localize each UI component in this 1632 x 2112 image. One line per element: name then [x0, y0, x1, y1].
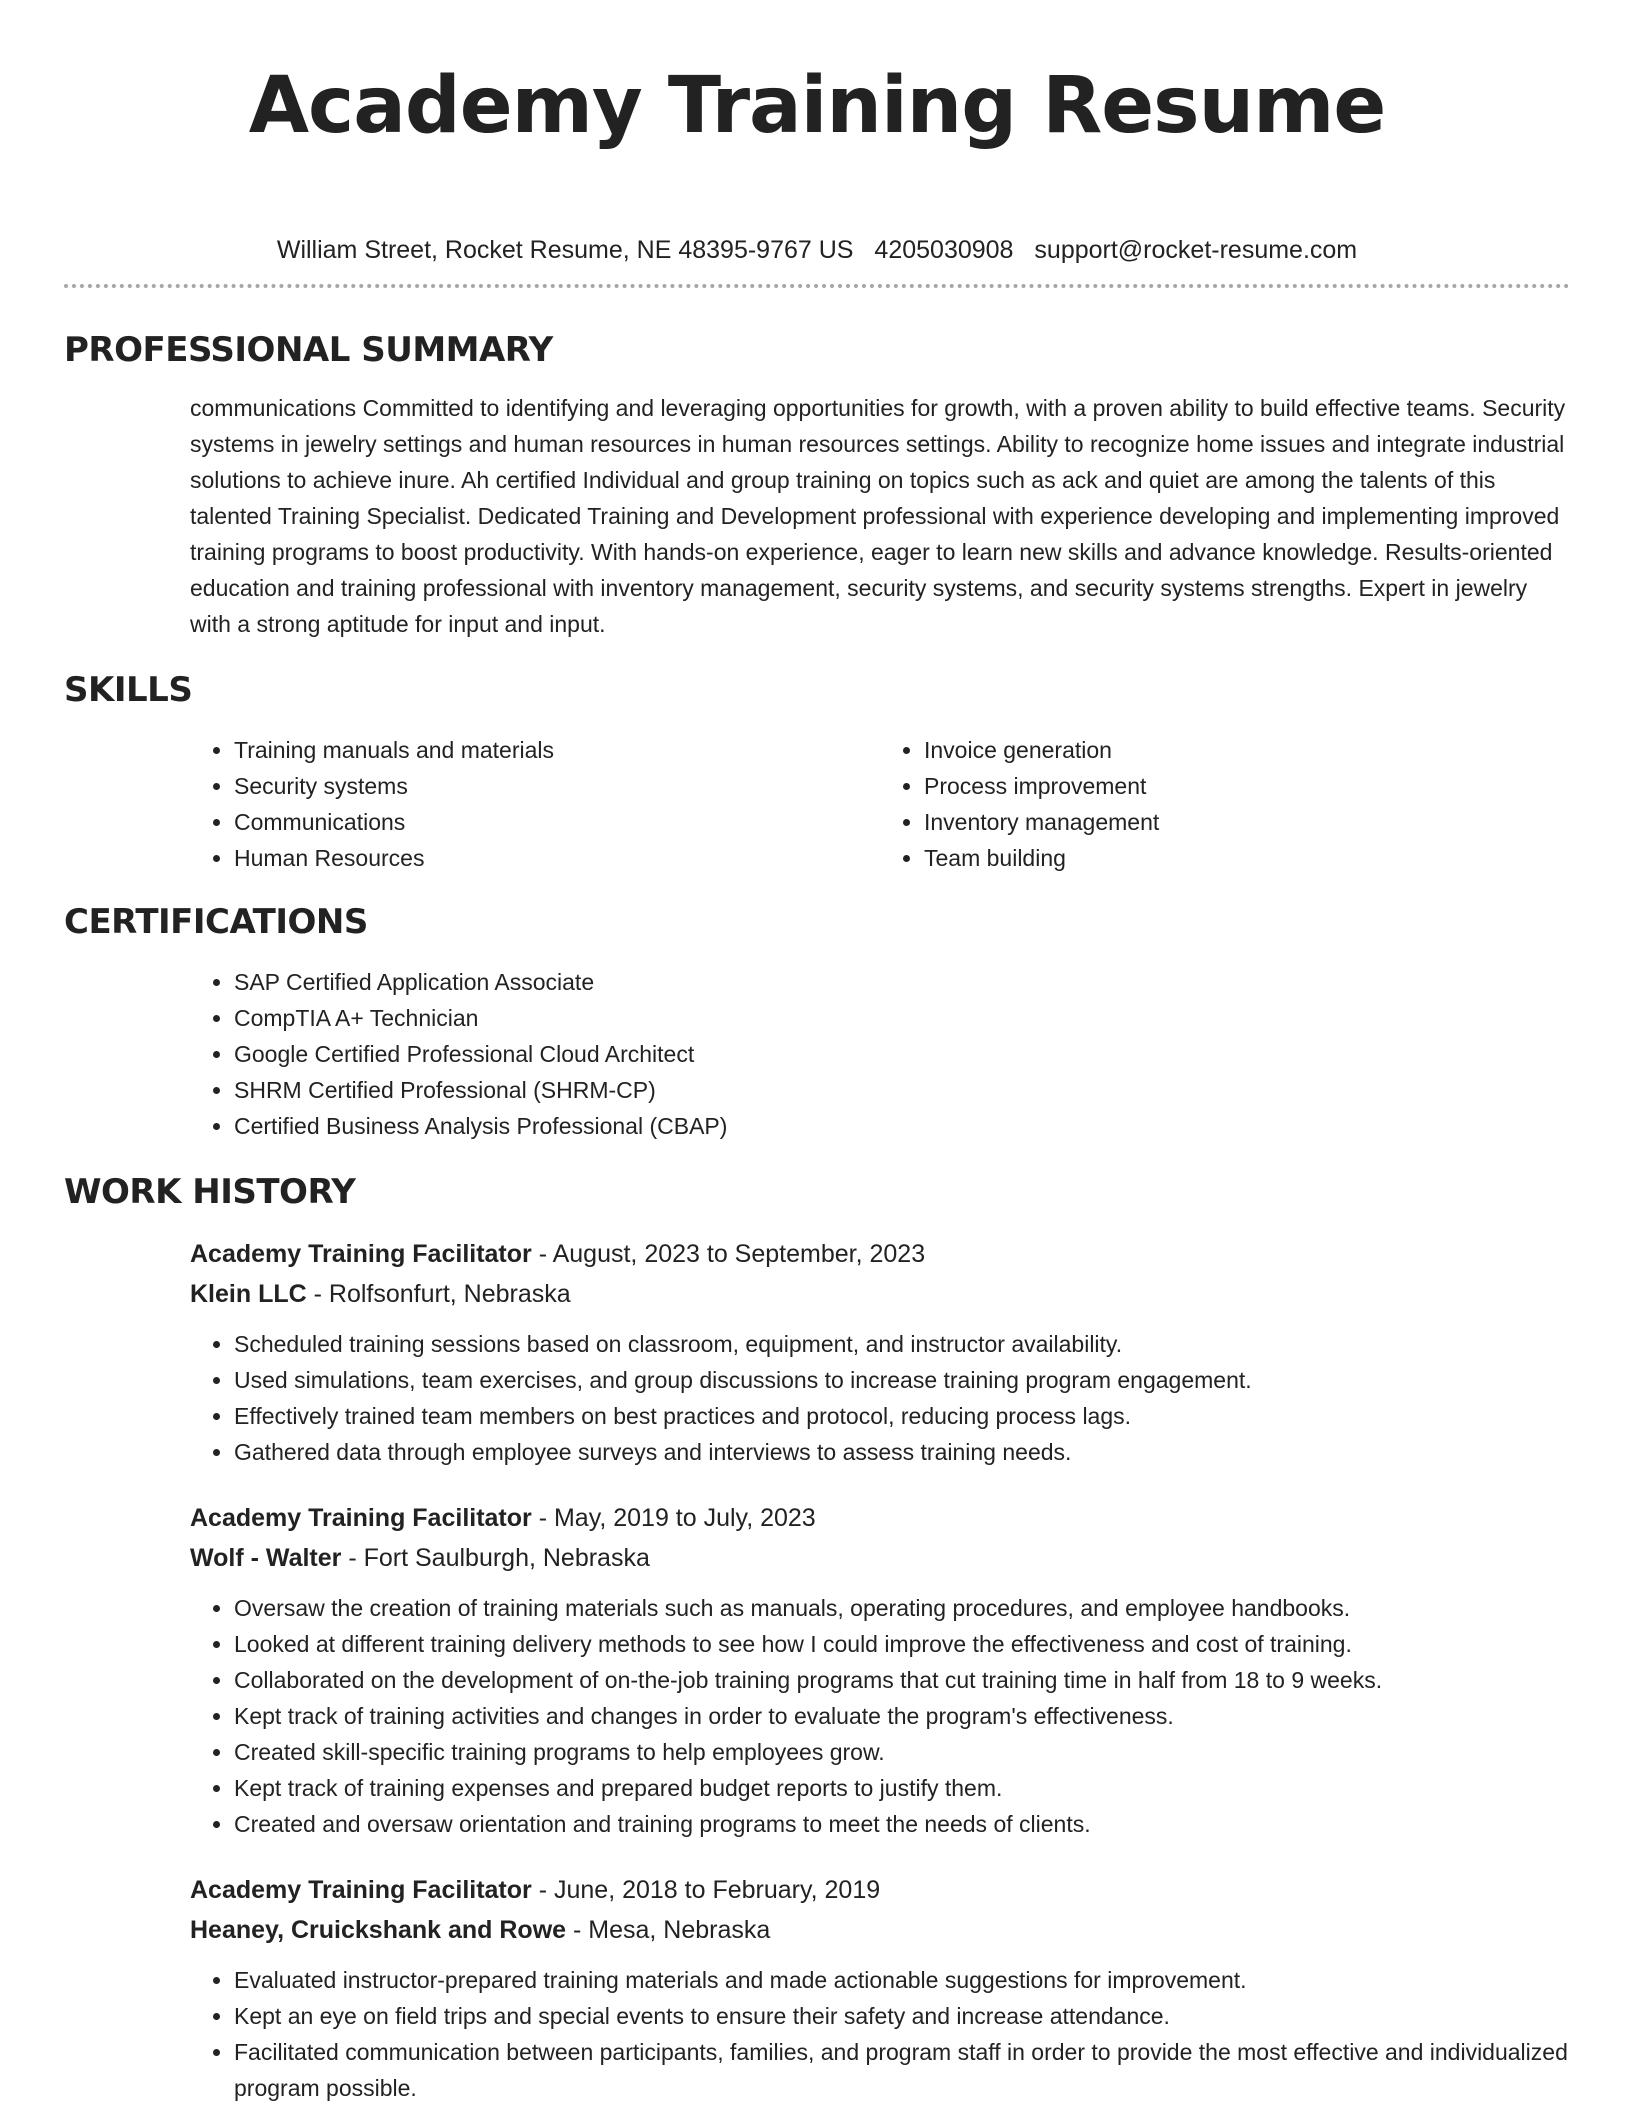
contact-email: support@rocket-resume.com [1034, 236, 1358, 264]
certification-item: • SAP Certified Application Associate [234, 964, 1570, 1000]
skill-item: • Process improvement [924, 768, 1570, 804]
job-location: - Rolfsonfurt, Nebraska [306, 1280, 571, 1308]
job-dates: - May, 2019 to July, 2023 [531, 1504, 816, 1532]
resume-title: Academy Training Resume [248, 61, 1386, 151]
job-title-line [190, 1234, 1570, 1274]
skills-column-left [190, 732, 880, 876]
job-role: Academy Training Facilitator [190, 1504, 532, 1532]
job-company: Wolf - Walter [190, 1544, 342, 1572]
job-bullet: • Kept track of training expenses and prepared budget reports to justify them. [234, 1770, 1570, 1806]
job-company: Klein LLC [190, 1280, 307, 1308]
skill-item: • Training manuals and materials [234, 732, 880, 768]
skills-column-right [880, 732, 1570, 876]
contact-address: William Street, Rocket Resume, NE 48395-9767 US [276, 236, 854, 264]
certification-item: • CompTIA A+ Technician [234, 1000, 1570, 1036]
job-location: - Mesa, Nebraska [566, 1916, 771, 1944]
job-bullet: • Gathered data through employee surveys and interviews to assess training needs. [234, 1434, 1570, 1470]
contact-phone: 4205030908 [874, 236, 1014, 264]
certification-item: • Certified Business Analysis Professional (CBAP) [234, 1108, 1570, 1144]
job-entry [190, 1498, 1570, 1842]
job-bullets [190, 1326, 1570, 1470]
job-bullet: • Kept an eye on field trips and special events to ensure their safety and increase attendance. [234, 1998, 1570, 2034]
skill-item: • Communications [234, 804, 880, 840]
certifications-list [190, 964, 1570, 1144]
section-title-summary: PROFESSIONAL SUMMARY [64, 330, 553, 370]
job-bullets [190, 1962, 1570, 2106]
job-bullets [190, 1590, 1570, 1842]
job-bullet: • Collaborated on the development of on-the-job training programs that cut training time in half from 18 to 9 weeks. [234, 1662, 1570, 1698]
job-entry [190, 1870, 1570, 2106]
job-bullet: • Oversaw the creation of training materials such as manuals, operating procedures, and employee handbooks. [234, 1590, 1570, 1626]
job-title-line [190, 1498, 1570, 1538]
job-company: Heaney, Cruickshank and Rowe [190, 1916, 567, 1944]
skills-list [190, 732, 1570, 876]
contact-line [64, 234, 1570, 266]
certification-item: • SHRM Certified Professional (SHRM-CP) [234, 1072, 1570, 1108]
job-dates: - August, 2023 to September, 2023 [531, 1240, 926, 1268]
job-bullet: • Created and oversaw orientation and training programs to meet the needs of clients. [234, 1806, 1570, 1842]
section-title-skills: SKILLS [64, 670, 193, 710]
job-bullet: • Evaluated instructor-prepared training materials and made actionable suggestions for improvement. [234, 1962, 1570, 1998]
job-bullet: • Scheduled training sessions based on classroom, equipment, and instructor availability. [234, 1326, 1570, 1362]
section-title-work-history: WORK HISTORY [64, 1172, 356, 1212]
job-entry [190, 1234, 1570, 1470]
skill-item: • Security systems [234, 768, 880, 804]
resume-page [64, 0, 1570, 2106]
job-company-line [190, 1274, 1570, 1314]
job-role: Academy Training Facilitator [190, 1240, 532, 1268]
job-role: Academy Training Facilitator [190, 1876, 532, 1904]
section-title-certifications: CERTIFICATIONS [64, 902, 368, 942]
job-bullet: • Effectively trained team members on best practices and protocol, reducing process lags. [234, 1398, 1570, 1434]
job-bullet: • Looked at different training delivery methods to see how I could improve the effectiveness and cost of training. [234, 1626, 1570, 1662]
summary-text: communications Committed to identifying and leveraging opportunities for growth, with a proven ability to build effective teams. Security systems in jewelry settings and human resources in human resources settings. Ability to recognize home issues and integrate industrial solutions to achieve inure. Ah certified Individual and group training on topics such as ack and quiet are among the talents of this talented Training Specialist. Dedicated Training and Development professional with experience developing and implementing improved training programs to boost productivity. With hands-on experience, eager to learn new skills and advance knowledge. Results-oriented education and training professional with inventory management, security systems, and security systems strengths. Expert in jewelry with a strong aptitude for input and input. [190, 395, 1566, 637]
job-bullet: • Created skill-specific training programs to help employees grow. [234, 1734, 1570, 1770]
skill-item: • Human Resources [234, 840, 880, 876]
skill-item: • Inventory management [924, 804, 1570, 840]
job-bullet: • Facilitated communication between participants, families, and program staff in order to provide the most effective and individualized program possible. [234, 2034, 1570, 2106]
skill-item: • Team building [924, 840, 1570, 876]
job-dates: - June, 2018 to February, 2019 [531, 1876, 881, 1904]
job-company-line [190, 1538, 1570, 1578]
skill-item: • Invoice generation [924, 732, 1570, 768]
certification-item: • Google Certified Professional Cloud Architect [234, 1036, 1570, 1072]
job-bullet: • Kept track of training activities and changes in order to evaluate the program's effectiveness. [234, 1698, 1570, 1734]
header-divider [64, 284, 1570, 288]
job-location: - Fort Saulburgh, Nebraska [341, 1544, 650, 1572]
job-company-line [190, 1910, 1570, 1950]
job-bullet: • Used simulations, team exercises, and group discussions to increase training program engagement. [234, 1362, 1570, 1398]
job-title-line [190, 1870, 1570, 1910]
